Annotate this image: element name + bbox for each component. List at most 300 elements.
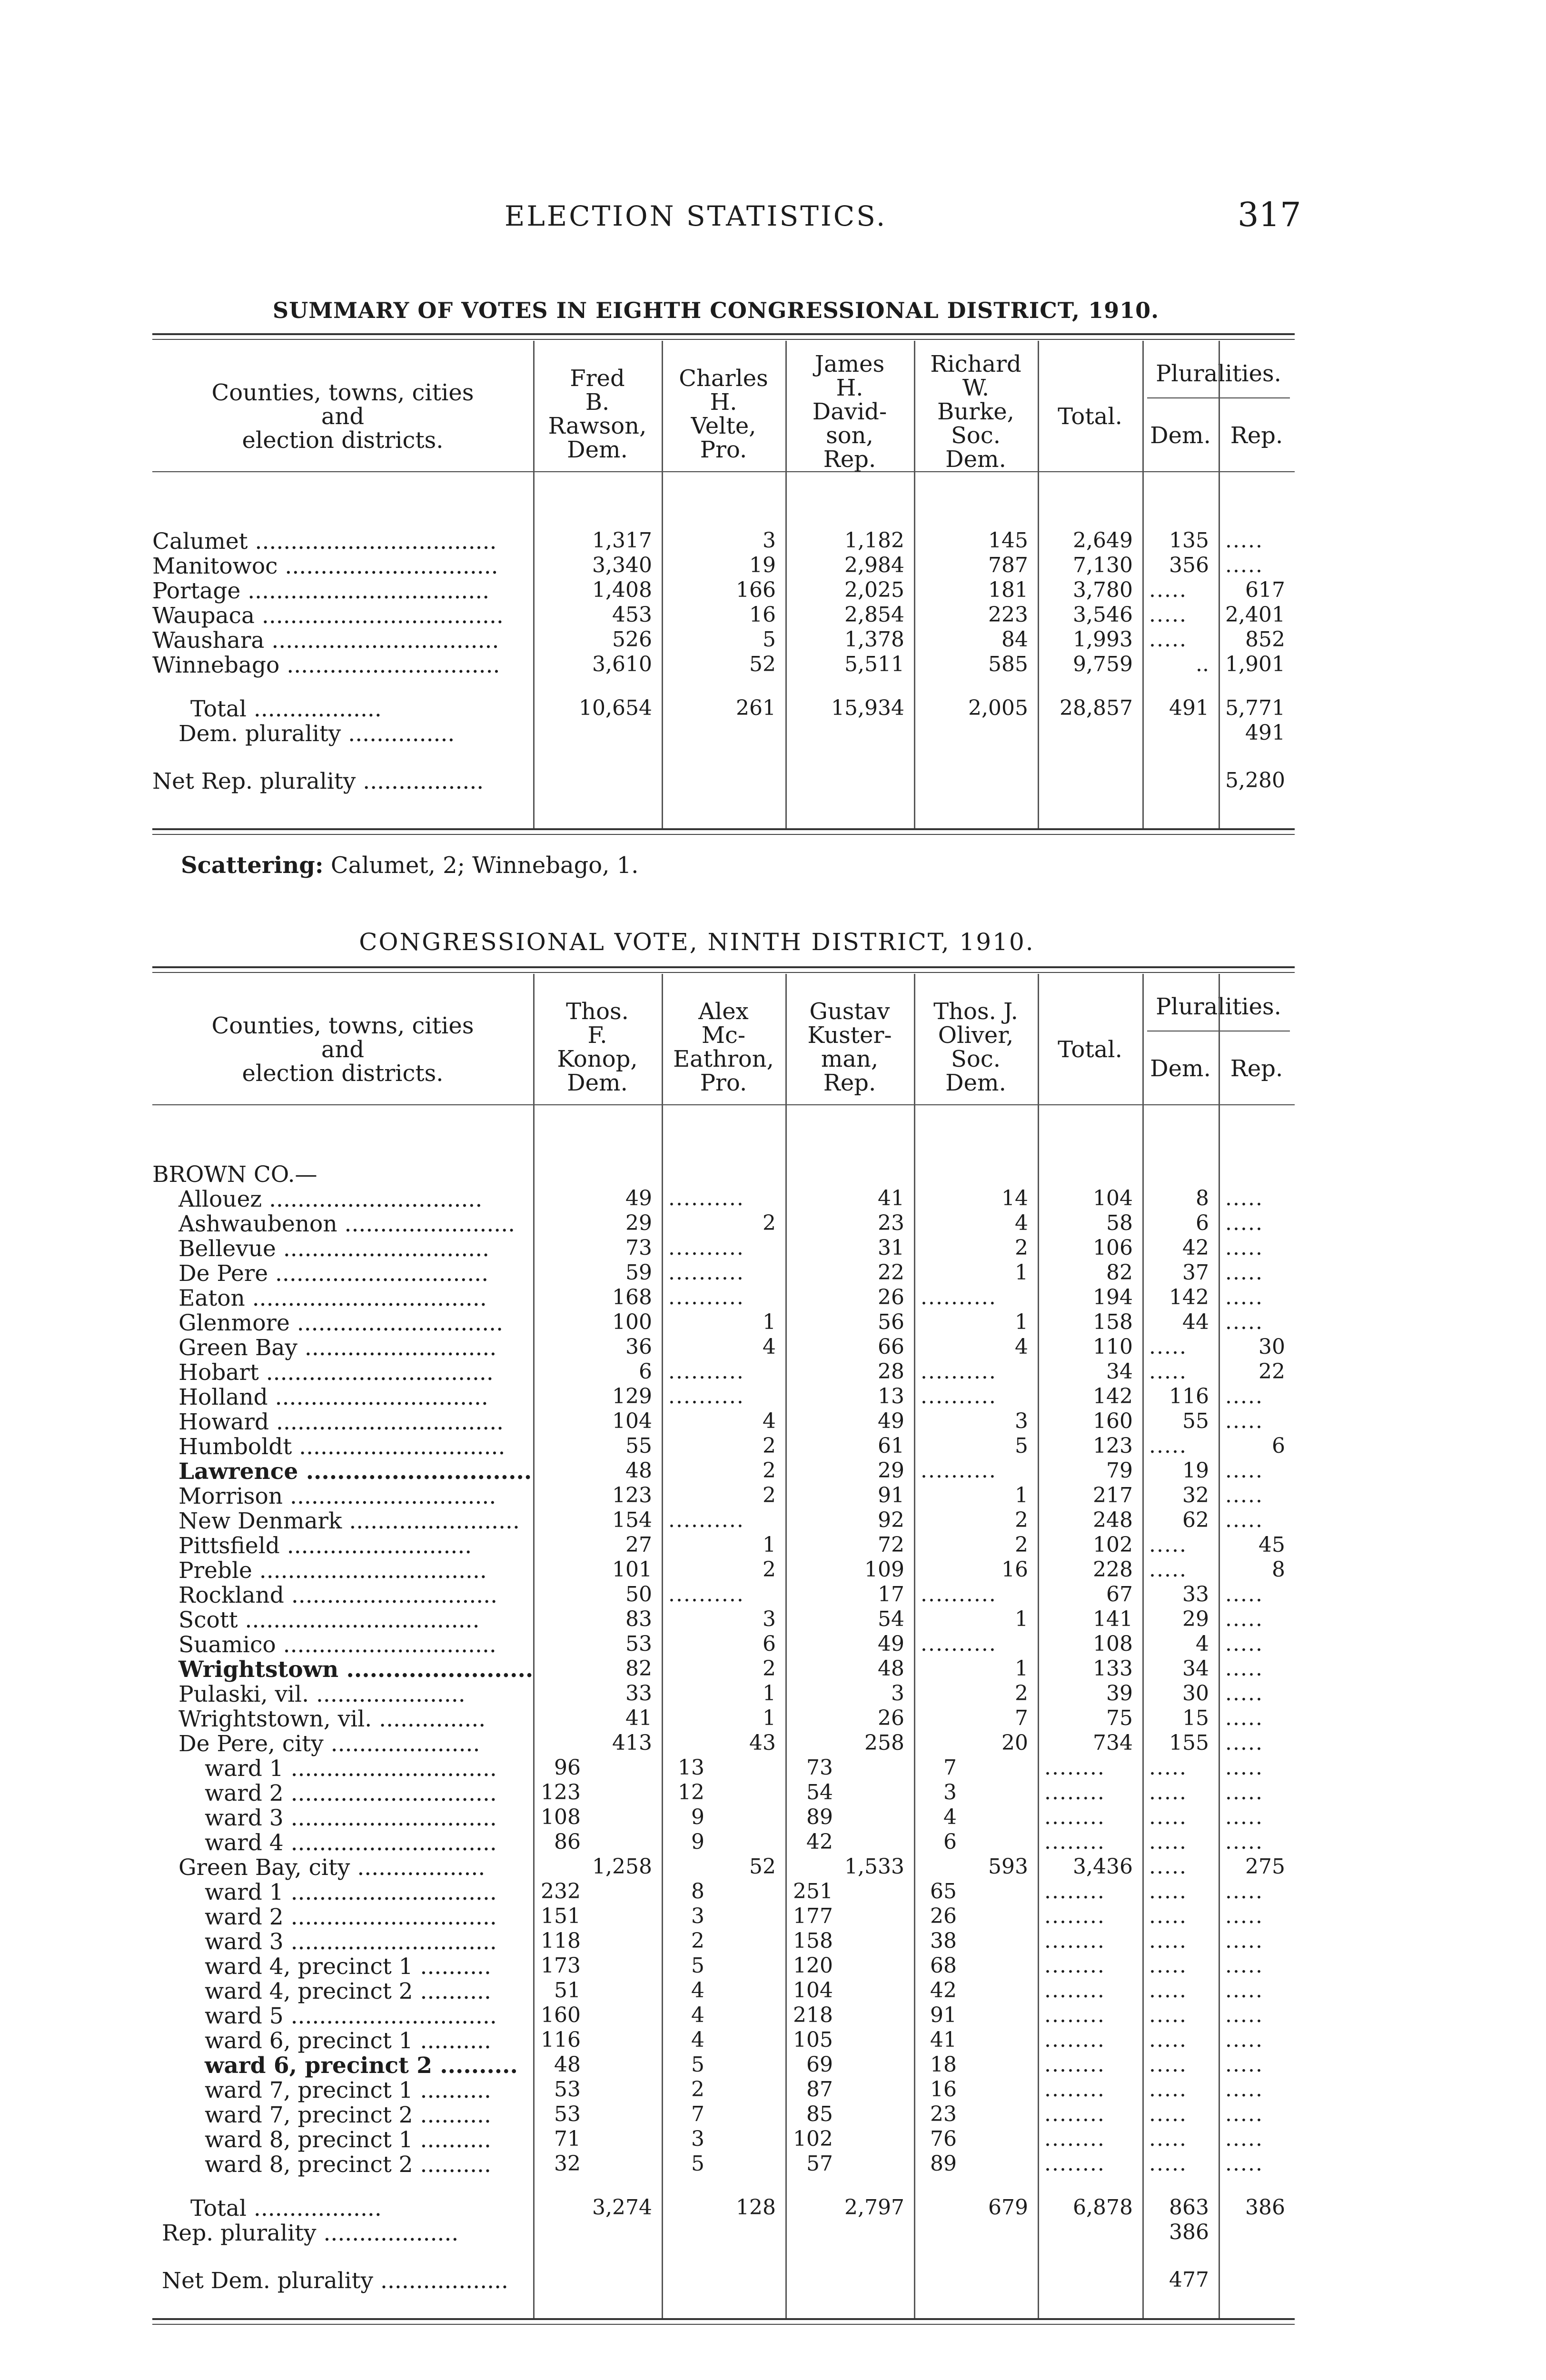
cell-c1: 53 — [554, 2102, 581, 2126]
header-candidate-1 — [533, 1000, 662, 1095]
row-name-text: ward 7, precinct 2 — [205, 2102, 413, 2128]
column-divider — [533, 341, 535, 828]
header-candidate-1-line: Rawson, — [548, 413, 647, 439]
leader-dots: ............... — [372, 1706, 486, 1732]
header-candidate-4-line: Soc. — [951, 1046, 1001, 1072]
total-dem: 491 — [1169, 696, 1209, 720]
cell-c2: 1 — [763, 1681, 776, 1706]
row-name — [205, 1978, 491, 2004]
cell-dem: 19 — [1182, 1458, 1209, 1483]
column-divider — [662, 974, 663, 2318]
row-name-text: ward 3 — [205, 1805, 284, 1831]
cell-total: 7,130 — [1073, 553, 1133, 577]
cell-total: 3,780 — [1073, 578, 1133, 602]
cell-c1: 123 — [541, 1780, 581, 1805]
cell-c2: 4 — [691, 2003, 704, 2027]
dem-plurality-value: 491 — [1245, 721, 1285, 745]
empty-cell-dots: ........ — [1044, 2152, 1105, 2176]
column-divider — [1142, 974, 1144, 2318]
empty-cell-dots: ..... — [1225, 1186, 1263, 1210]
cell-dem: 4 — [1196, 1632, 1209, 1656]
row-name — [178, 1236, 489, 1262]
leader-dots: .......... — [413, 1978, 491, 2004]
header-total: Total. — [1058, 403, 1122, 430]
cell-c1: 59 — [625, 1260, 652, 1285]
scattering-label: Scattering: — [181, 852, 324, 879]
cell-c3: 251 — [793, 1879, 833, 1904]
total-c1: 3,274 — [592, 2195, 652, 2220]
column-divider — [1038, 341, 1039, 828]
cell-c1: 1,317 — [592, 528, 652, 553]
cell-dem: 37 — [1182, 1260, 1209, 1285]
cell-c2: 5 — [691, 2053, 704, 2077]
cell-dem: 34 — [1182, 1656, 1209, 1681]
table-bottom-rule-2 — [152, 2324, 1295, 2325]
empty-cell-dots: ..... — [1225, 1978, 1263, 2003]
cell-c4: 20 — [1001, 1731, 1028, 1755]
cell-dem: 30 — [1182, 1681, 1209, 1706]
cell-c1: 50 — [625, 1582, 652, 1606]
empty-cell-dots: ........ — [1044, 2028, 1105, 2052]
cell-total: 110 — [1093, 1335, 1133, 1359]
cell-total: 123 — [1093, 1434, 1133, 1458]
table-bottom-rule-2 — [152, 834, 1295, 835]
cell-c3: 1,378 — [844, 627, 904, 652]
total-c3: 15,934 — [831, 696, 904, 720]
cell-c4: 76 — [930, 2127, 957, 2151]
empty-cell-dots: ..... — [1225, 1458, 1263, 1483]
leader-dots: ............................. — [283, 1904, 497, 1930]
empty-cell-dots: ..... — [1225, 1632, 1263, 1656]
row-name-text: Hobart — [178, 1359, 259, 1386]
cell-c4: 89 — [930, 2152, 957, 2176]
header-candidate-4-line: Thos. J. — [933, 998, 1018, 1025]
empty-cell-dots: .......... — [668, 1582, 744, 1606]
row-name-text: ward 6, precinct 2 — [205, 2053, 432, 2079]
empty-cell-dots: ..... — [1225, 2003, 1263, 2027]
cell-c4: 7 — [943, 1755, 957, 1780]
leader-dots: ............................. — [283, 1483, 496, 1509]
row-name-text: Pittsfield — [178, 1533, 280, 1559]
empty-cell-dots: ..... — [1149, 2053, 1187, 2077]
header-counties-line: and — [321, 403, 365, 430]
cell-dem: 15 — [1182, 1706, 1209, 1730]
leader-dots: ................................ — [264, 627, 499, 654]
header-candidate-3-line: James — [814, 351, 885, 377]
cell-c3: 91 — [878, 1483, 904, 1507]
cell-c4: 68 — [930, 1954, 957, 1978]
header-candidate-4-line: Richard — [930, 351, 1021, 377]
cell-c3: 85 — [806, 2102, 833, 2126]
header-counties-line: election districts. — [242, 427, 444, 454]
cell-total: 108 — [1093, 1632, 1133, 1656]
header-pluralities: Pluralities. — [1156, 993, 1281, 1020]
cell-c1: 1,408 — [592, 578, 652, 602]
cell-c1: 151 — [541, 1904, 581, 1928]
cell-c3: 5,511 — [844, 652, 904, 676]
empty-cell-dots: ..... — [1149, 1879, 1187, 1904]
cell-rep: 852 — [1245, 627, 1285, 652]
header-bottom-rule — [152, 471, 1295, 472]
cell-c3: 57 — [806, 2152, 833, 2176]
leader-dots: ............................. — [292, 1434, 505, 1460]
cell-c2: 9 — [691, 1805, 704, 1829]
cell-c3: 2,984 — [844, 553, 904, 577]
cell-c3: 1,182 — [844, 528, 904, 553]
cell-c2: 52 — [749, 652, 776, 676]
cell-c3: 56 — [878, 1310, 904, 1334]
leader-dots: .......... — [413, 2028, 491, 2054]
total-c4: 679 — [988, 2195, 1028, 2220]
leader-dots: ............................. — [283, 1879, 497, 1905]
row-name-text: Wrightstown, vil. — [178, 1706, 372, 1732]
header-candidate-2-line: Velte, — [691, 413, 756, 439]
cell-c2: 1 — [763, 1706, 776, 1730]
cell-c3: 31 — [878, 1236, 904, 1260]
cell-c4: 2 — [1015, 1533, 1028, 1557]
empty-cell-dots: ..... — [1225, 2077, 1263, 2102]
empty-cell-dots: ..... — [1225, 2127, 1263, 2151]
cell-c4: 1 — [1015, 1310, 1028, 1334]
leader-dots: .............................. — [268, 1384, 488, 1410]
total-c3: 2,797 — [844, 2195, 904, 2220]
cell-c2: 3 — [763, 1607, 776, 1631]
empty-cell-dots: ..... — [1225, 1582, 1263, 1606]
empty-cell-dots: ..... — [1149, 1335, 1187, 1359]
empty-cell-dots: .......... — [668, 1236, 744, 1260]
cell-c2: 6 — [763, 1632, 776, 1656]
empty-cell-dots: ..... — [1225, 1929, 1263, 1953]
column-divider — [662, 341, 663, 828]
table-top-rule-2 — [152, 972, 1295, 973]
empty-cell-dots: ..... — [1225, 1508, 1263, 1532]
empty-cell-dots: ..... — [1225, 1904, 1263, 1928]
cell-c2: 13 — [678, 1755, 704, 1780]
leader-dots: ........................ — [342, 1508, 520, 1534]
leader-dots: ............................. — [283, 1929, 497, 1955]
cell-c1: 53 — [554, 2077, 581, 2102]
row-name — [205, 1780, 497, 1806]
header-candidate-3-line: H. — [836, 375, 863, 401]
header-candidate-3-line: David- — [812, 398, 887, 425]
table-bottom-rule — [152, 2318, 1295, 2320]
leader-dots: ..................... — [309, 1681, 466, 1707]
empty-cell-dots: ........ — [1044, 1755, 1105, 1780]
empty-cell-dots: ........ — [1044, 1904, 1105, 1928]
empty-cell-dots: .......... — [668, 1384, 744, 1408]
row-name-text: Preble — [178, 1557, 252, 1584]
cell-total: 58 — [1106, 1211, 1133, 1235]
cell-c3: 26 — [878, 1285, 904, 1309]
cell-c4: 2 — [1015, 1508, 1028, 1532]
row-name — [178, 1211, 515, 1237]
row-name — [178, 1681, 466, 1707]
empty-cell-dots: ..... — [1149, 2127, 1187, 2151]
cell-c2: 12 — [678, 1780, 704, 1805]
empty-cell-dots: ........ — [1044, 2102, 1105, 2126]
cell-dem: 62 — [1182, 1508, 1209, 1532]
net-dem-plurality-value: 477 — [1169, 2268, 1209, 2292]
row-name-text: Calumet — [152, 528, 248, 555]
header-candidate-2 — [662, 1000, 785, 1095]
cell-c3: 177 — [793, 1904, 833, 1928]
cell-rep: 45 — [1259, 1533, 1285, 1557]
leader-dots: .......... — [413, 1954, 491, 1980]
cell-c1: 168 — [612, 1285, 652, 1309]
empty-cell-dots: ..... — [1149, 1854, 1187, 1879]
cell-c1: 526 — [612, 627, 652, 652]
empty-cell-dots: ..... — [1225, 1681, 1263, 1706]
leader-dots: .......... — [413, 2102, 491, 2128]
leader-dots: ................................ — [258, 1359, 494, 1386]
header-candidate-4-line: Soc. — [951, 422, 1001, 449]
header-candidate-3 — [785, 352, 914, 471]
net-dem-plurality-name: Net Dem. plurality .................. — [162, 2268, 508, 2294]
leader-dots: ............................. — [283, 1780, 497, 1806]
row-name-text: ward 4, precinct 1 — [205, 1954, 413, 1980]
leader-dots: ............................. — [283, 1805, 497, 1831]
cell-c2: 4 — [763, 1409, 776, 1433]
cell-dem: 142 — [1169, 1285, 1209, 1309]
row-name-text: ward 5 — [205, 2003, 284, 2029]
leader-dots: ................................. — [245, 1285, 487, 1311]
header-candidate-2-line: Pro. — [700, 1070, 747, 1096]
cell-c1: 73 — [625, 1236, 652, 1260]
cell-c2: 19 — [749, 553, 776, 577]
empty-cell-dots: ..... — [1149, 1533, 1187, 1557]
cell-total: 104 — [1093, 1186, 1133, 1210]
cell-c1: 154 — [612, 1508, 652, 1532]
cell-c4: 2 — [1015, 1681, 1028, 1706]
total-rep: 386 — [1245, 2195, 1285, 2220]
cell-rep: 1,901 — [1225, 652, 1285, 676]
header-bottom-rule — [152, 1104, 1295, 1105]
cell-dem: 33 — [1182, 1582, 1209, 1606]
row-name-text: Howard — [178, 1409, 269, 1435]
header-candidate-2-line: Charles — [679, 365, 768, 392]
cell-c2: 52 — [749, 1854, 776, 1879]
empty-cell-dots: ..... — [1225, 1755, 1263, 1780]
leader-dots: ............................. — [289, 1310, 504, 1336]
cell-c3: 92 — [878, 1508, 904, 1532]
cell-c3: 2,025 — [844, 578, 904, 602]
header-candidate-2-line: Alex — [698, 998, 749, 1025]
empty-cell-dots: ........ — [1044, 1929, 1105, 1953]
cell-c1: 83 — [625, 1607, 652, 1631]
empty-cell-dots: .......... — [668, 1359, 744, 1384]
cell-c2: 5 — [691, 2152, 704, 2176]
row-name-text: Waushara — [152, 627, 265, 654]
header-candidate-3-line: Rep. — [823, 1070, 876, 1096]
cell-dem: 155 — [1169, 1731, 1209, 1755]
header-counties — [152, 1014, 533, 1085]
cell-c1: 6 — [639, 1359, 652, 1384]
empty-cell-dots: ..... — [1225, 553, 1263, 577]
header-candidate-4-line: Burke, — [937, 398, 1014, 425]
cell-dem: 42 — [1182, 1236, 1209, 1260]
row-name — [178, 1409, 504, 1435]
header-candidate-2-line: Pro. — [700, 436, 747, 463]
row-name — [178, 1582, 497, 1608]
cell-c4: 1 — [1015, 1483, 1028, 1507]
cell-c1: 108 — [541, 1805, 581, 1829]
leader-dots: .............................. — [262, 1186, 483, 1212]
column-divider — [785, 341, 787, 828]
leader-dots: ............................. — [283, 1830, 497, 1856]
table2-title: CONGRESSIONAL VOTE, NINTH DISTRICT, 1910. — [359, 928, 1035, 956]
cell-c4: 145 — [988, 528, 1028, 553]
empty-cell-dots: ..... — [1225, 1706, 1263, 1730]
header-rep: Rep. — [1230, 422, 1283, 449]
leader-dots: ........................... — [297, 1335, 497, 1361]
cell-total: 67 — [1106, 1582, 1133, 1606]
empty-cell-dots: ..... — [1149, 1978, 1187, 2003]
cell-dem: 44 — [1182, 1310, 1209, 1334]
total-total: 28,857 — [1060, 696, 1133, 720]
cell-c2: 166 — [736, 578, 776, 602]
cell-total: 142 — [1093, 1384, 1133, 1408]
cell-c3: 22 — [878, 1260, 904, 1285]
header-candidate-4-line: W. — [962, 375, 990, 401]
cell-c1: 53 — [625, 1632, 652, 1656]
cell-c4: 223 — [988, 603, 1028, 627]
header-counties — [152, 381, 533, 452]
cell-total: 734 — [1093, 1731, 1133, 1755]
cell-dem: 29 — [1182, 1607, 1209, 1631]
leader-dots: .............................. — [277, 553, 498, 579]
leader-dots: .......... — [432, 2053, 518, 2079]
cell-c4: 65 — [930, 1879, 957, 1904]
cell-total: 158 — [1093, 1310, 1133, 1334]
cell-c3: 17 — [878, 1582, 904, 1606]
row-name-text: Lawrence — [178, 1458, 298, 1485]
row-name — [178, 1285, 487, 1311]
cell-c1: 49 — [625, 1186, 652, 1210]
row-name — [178, 1458, 532, 1485]
cell-dem: .. — [1196, 652, 1209, 676]
cell-c2: 7 — [691, 2102, 704, 2126]
row-name — [178, 1632, 496, 1658]
total-dem: 863 — [1169, 2195, 1209, 2220]
empty-cell-dots: .......... — [668, 1285, 744, 1309]
cell-total: 82 — [1106, 1260, 1133, 1285]
header-candidate-1-line: Konop, — [557, 1046, 638, 1072]
cell-c1: 51 — [554, 1978, 581, 2003]
cell-c4: 1 — [1015, 1607, 1028, 1631]
row-name — [205, 2028, 491, 2054]
cell-c2: 1 — [763, 1310, 776, 1334]
cell-dem: 32 — [1182, 1483, 1209, 1507]
cell-c1: 36 — [625, 1335, 652, 1359]
cell-c4: 4 — [1015, 1335, 1028, 1359]
empty-cell-dots: ..... — [1149, 603, 1187, 627]
leader-dots: ............................. — [298, 1458, 532, 1485]
cell-c3: 158 — [793, 1929, 833, 1953]
row-name — [178, 1508, 520, 1534]
cell-total: 34 — [1106, 1359, 1133, 1384]
cell-c4: 42 — [930, 1978, 957, 2003]
leader-dots: ............................. — [276, 1236, 490, 1262]
row-name — [152, 528, 496, 555]
cell-total: 9,759 — [1073, 652, 1133, 676]
cell-c1: 104 — [612, 1409, 652, 1433]
cell-total: 75 — [1106, 1706, 1133, 1730]
leader-dots: ................................ — [252, 1557, 487, 1584]
cell-c1: 82 — [625, 1656, 652, 1681]
row-name-text: ward 8, precinct 2 — [205, 2152, 413, 2178]
cell-c1: 55 — [625, 1434, 652, 1458]
row-name — [178, 1731, 480, 1757]
empty-cell-dots: .......... — [921, 1384, 997, 1408]
row-name — [152, 578, 489, 604]
dem-plurality-name: Dem. plurality ............... — [178, 721, 455, 747]
cell-c3: 49 — [878, 1632, 904, 1656]
cell-c3: 89 — [806, 1805, 833, 1829]
header-candidate-1-line: B. — [585, 389, 610, 416]
row-name-text: ward 1 — [205, 1755, 284, 1782]
empty-cell-dots: ..... — [1225, 1656, 1263, 1681]
cell-c1: 1,258 — [592, 1854, 652, 1879]
table-top-rule — [152, 966, 1295, 968]
leader-dots: ............................. — [284, 1582, 498, 1608]
header-candidate-1-line: F. — [587, 1022, 607, 1049]
cell-c2: 2 — [763, 1483, 776, 1507]
row-name — [178, 1557, 487, 1584]
cell-c3: 42 — [806, 1830, 833, 1854]
empty-cell-dots: ........ — [1044, 2077, 1105, 2102]
leader-dots: .................................. — [248, 528, 497, 555]
header-candidate-1-line: Fred — [570, 365, 625, 392]
row-name-text: Suamico — [178, 1632, 276, 1658]
leader-dots: .................................. — [254, 603, 504, 629]
cell-c1: 3,340 — [592, 553, 652, 577]
row-name-text: New Denmark — [178, 1508, 342, 1534]
row-name-text: Holland — [178, 1384, 268, 1410]
cell-total: 228 — [1093, 1557, 1133, 1582]
row-name — [205, 2102, 491, 2128]
leader-dots: .................. — [350, 1854, 486, 1881]
empty-cell-dots: ..... — [1149, 1904, 1187, 1928]
net-rep-plurality-name: Net Rep. plurality ................. — [152, 768, 484, 794]
column-divider — [533, 974, 535, 2318]
cell-c2: 9 — [691, 1830, 704, 1854]
header-candidate-3-line: son, — [826, 422, 873, 449]
cell-c4: 18 — [930, 2053, 957, 2077]
row-name — [178, 1854, 485, 1881]
empty-cell-dots: ..... — [1149, 627, 1187, 652]
empty-cell-dots: ........ — [1044, 2127, 1105, 2151]
row-name-text: Portage — [152, 578, 241, 604]
cell-c4: 1 — [1015, 1260, 1028, 1285]
empty-cell-dots: ..... — [1225, 2102, 1263, 2126]
cell-c4: 91 — [930, 2003, 957, 2027]
cell-c4: 41 — [930, 2028, 957, 2052]
empty-cell-dots: ..... — [1149, 1434, 1187, 1458]
leader-dots: ................................ — [269, 1409, 504, 1435]
leader-dots: ................................. — [238, 1607, 480, 1633]
cell-c2: 4 — [691, 1978, 704, 2003]
cell-c4: 26 — [930, 1904, 957, 1928]
cell-total: 133 — [1093, 1656, 1133, 1681]
cell-total: 248 — [1093, 1508, 1133, 1532]
row-name — [205, 2077, 491, 2103]
row-name — [178, 1656, 533, 1683]
cell-c3: 69 — [806, 2053, 833, 2077]
cell-c1: 232 — [541, 1879, 581, 1904]
cell-c4: 2 — [1015, 1236, 1028, 1260]
cell-c1: 33 — [625, 1681, 652, 1706]
empty-cell-dots: ........ — [1044, 1780, 1105, 1805]
